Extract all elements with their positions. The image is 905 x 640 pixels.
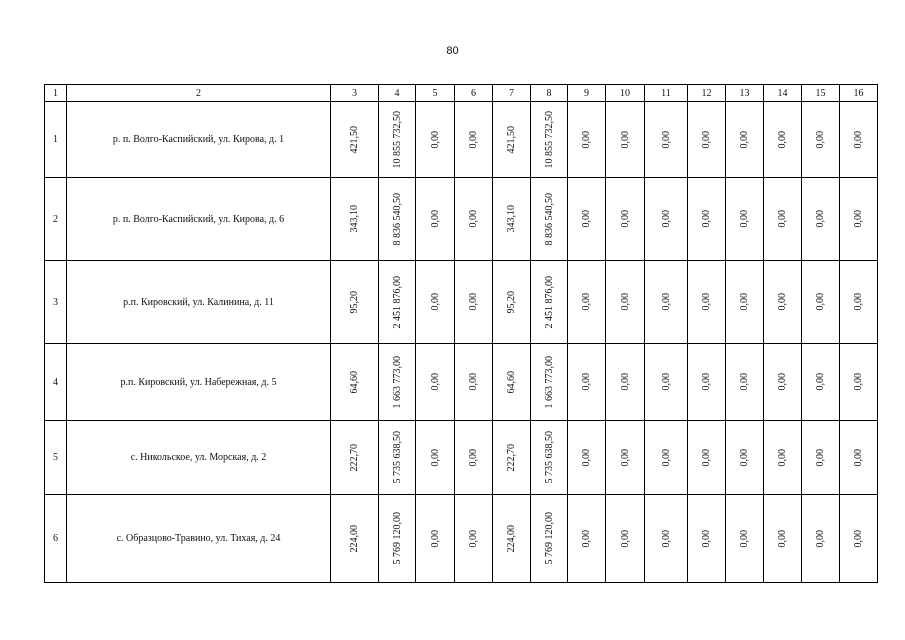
value-text: 0,00 [815, 293, 826, 311]
value-text: 0,00 [853, 448, 864, 467]
value-cell [531, 261, 568, 344]
value-text: 2 451 876,00 [391, 275, 403, 329]
value-text: 8 836 540,50 [543, 192, 555, 246]
value-cell [568, 102, 606, 178]
value-cell [493, 102, 531, 178]
value-text: 0,00 [468, 210, 479, 228]
value-cell [726, 344, 764, 421]
column-header: 12 [688, 85, 726, 102]
value-text: 0,00 [619, 293, 631, 311]
value-text: 0,00 [581, 373, 592, 391]
value-text: 0,00 [815, 130, 826, 149]
value-cell [726, 102, 764, 178]
value-cell [764, 261, 802, 344]
row-number: 3 [45, 261, 67, 344]
row-number: 2 [45, 178, 67, 261]
value-cell [645, 102, 688, 178]
value-text: 2 451 876,00 [543, 275, 555, 329]
value-cell [726, 421, 764, 495]
value-cell [493, 421, 531, 495]
column-header: 5 [416, 85, 455, 102]
value-cell [416, 178, 455, 261]
value-text: 0,00 [619, 373, 631, 391]
address-cell: с. Никольское, ул. Морская, д. 2 [67, 421, 331, 495]
value-cell [645, 178, 688, 261]
value-cell [416, 421, 455, 495]
value-text: 0,00 [468, 373, 479, 391]
value-text: 421,50 [349, 125, 360, 154]
value-cell [802, 421, 840, 495]
value-cell [606, 102, 645, 178]
value-text: 64,60 [349, 370, 360, 394]
column-header: 1 [45, 85, 67, 102]
value-text: 343,10 [349, 205, 360, 233]
value-cell [726, 178, 764, 261]
value-text: 0,00 [739, 373, 750, 391]
value-cell [331, 421, 379, 495]
value-text: 0,00 [739, 210, 750, 228]
value-text: 0,00 [468, 448, 479, 467]
value-text: 0,00 [777, 210, 788, 228]
value-cell [688, 495, 726, 583]
value-text: 0,00 [701, 293, 712, 311]
column-header: 11 [645, 85, 688, 102]
value-text: 224,00 [506, 524, 517, 553]
table-row [45, 495, 878, 583]
column-header: 3 [331, 85, 379, 102]
value-text: 95,20 [506, 290, 517, 314]
value-cell [688, 102, 726, 178]
row-number: 1 [45, 102, 67, 178]
value-text: 0,00 [853, 529, 864, 548]
value-cell [416, 261, 455, 344]
column-header: 10 [606, 85, 645, 102]
column-header: 6 [455, 85, 493, 102]
row-number: 5 [45, 421, 67, 495]
value-cell [802, 344, 840, 421]
row-number: 6 [45, 495, 67, 583]
value-cell [568, 421, 606, 495]
value-cell [802, 102, 840, 178]
address-cell: с. Образцово-Травино, ул. Тихая, д. 24 [67, 495, 331, 583]
value-text: 0,00 [619, 448, 631, 467]
value-cell [379, 178, 416, 261]
value-cell [531, 344, 568, 421]
value-cell [606, 178, 645, 261]
value-cell [568, 495, 606, 583]
value-cell [840, 495, 878, 583]
value-cell [379, 261, 416, 344]
value-cell [802, 261, 840, 344]
data-table [44, 84, 878, 583]
value-text: 0,00 [468, 293, 479, 311]
value-cell [606, 261, 645, 344]
value-cell [493, 495, 531, 583]
value-text: 0,00 [581, 529, 592, 548]
value-cell [331, 495, 379, 583]
value-cell [416, 495, 455, 583]
value-cell [840, 261, 878, 344]
value-cell [531, 102, 568, 178]
value-text: 95,20 [349, 290, 360, 314]
value-cell [606, 344, 645, 421]
value-cell [802, 178, 840, 261]
value-text: 0,00 [429, 529, 441, 548]
value-text: 0,00 [660, 448, 672, 467]
value-cell [493, 178, 531, 261]
value-text: 0,00 [429, 210, 441, 228]
value-text: 0,00 [815, 529, 826, 548]
value-cell [493, 261, 531, 344]
value-cell [493, 344, 531, 421]
value-text: 0,00 [777, 293, 788, 311]
value-cell [764, 495, 802, 583]
value-text: 0,00 [739, 529, 750, 548]
value-cell [331, 102, 379, 178]
value-text: 5 735 638,50 [543, 431, 555, 484]
value-text: 0,00 [701, 210, 712, 228]
column-header: 9 [568, 85, 606, 102]
page-number: 80 [446, 45, 459, 57]
value-cell [455, 178, 493, 261]
table-row [45, 261, 878, 344]
header-row [45, 85, 878, 102]
value-text: 0,00 [777, 529, 788, 548]
value-text: 0,00 [777, 373, 788, 391]
value-text: 0,00 [777, 448, 788, 467]
value-cell [726, 495, 764, 583]
value-cell [331, 261, 379, 344]
column-header: 4 [379, 85, 416, 102]
column-header: 7 [493, 85, 531, 102]
value-cell [531, 495, 568, 583]
value-cell [455, 261, 493, 344]
value-cell [568, 261, 606, 344]
value-text: 8 836 540,50 [391, 192, 403, 246]
value-cell [764, 178, 802, 261]
value-cell [379, 102, 416, 178]
value-text: 222,70 [349, 443, 360, 472]
value-cell [645, 261, 688, 344]
value-cell [840, 178, 878, 261]
value-cell [688, 178, 726, 261]
value-cell [764, 344, 802, 421]
address-cell: р.п. Кировский, ул. Набережная, д. 5 [67, 344, 331, 421]
value-text: 5 735 638,50 [391, 431, 403, 484]
value-text: 0,00 [429, 130, 441, 149]
value-cell [416, 344, 455, 421]
value-text: 0,00 [701, 448, 712, 467]
value-text: 0,00 [777, 130, 788, 149]
value-cell [331, 178, 379, 261]
value-cell [531, 178, 568, 261]
value-text: 10 855 732,50 [543, 110, 555, 169]
value-cell [416, 102, 455, 178]
value-cell [531, 421, 568, 495]
value-cell [455, 344, 493, 421]
value-cell [606, 495, 645, 583]
row-number: 4 [45, 344, 67, 421]
value-text: 0,00 [429, 293, 441, 311]
column-header: 2 [67, 85, 331, 102]
value-cell [379, 344, 416, 421]
column-header: 16 [840, 85, 878, 102]
value-cell [606, 421, 645, 495]
value-cell [840, 102, 878, 178]
value-text: 0,00 [468, 130, 479, 149]
address-cell: р.п. Кировский, ул. Калинина, д. 11 [67, 261, 331, 344]
value-text: 0,00 [581, 130, 592, 149]
value-text: 0,00 [853, 373, 864, 391]
value-text: 0,00 [815, 210, 826, 228]
value-cell [688, 421, 726, 495]
value-text: 0,00 [815, 448, 826, 467]
value-text: 0,00 [853, 210, 864, 228]
value-text: 0,00 [701, 373, 712, 391]
table-row [45, 102, 878, 178]
value-cell [840, 344, 878, 421]
value-cell [379, 421, 416, 495]
value-text: 64,60 [506, 370, 517, 394]
value-text: 0,00 [701, 529, 712, 548]
value-text: 0,00 [429, 373, 441, 391]
value-text: 0,00 [619, 210, 631, 228]
value-text: 343,10 [506, 205, 517, 233]
value-text: 0,00 [581, 210, 592, 228]
value-text: 0,00 [853, 293, 864, 311]
value-text: 0,00 [660, 529, 672, 548]
table-body [45, 85, 878, 583]
value-text: 0,00 [581, 448, 592, 467]
value-text: 0,00 [815, 373, 826, 391]
value-cell [379, 495, 416, 583]
value-text: 0,00 [619, 130, 631, 149]
value-cell [688, 261, 726, 344]
value-cell [764, 102, 802, 178]
column-header: 8 [531, 85, 568, 102]
value-text: 0,00 [660, 210, 672, 228]
column-header: 15 [802, 85, 840, 102]
value-text: 421,50 [506, 125, 517, 154]
value-cell [455, 495, 493, 583]
value-text: 0,00 [429, 448, 441, 467]
value-text: 0,00 [660, 130, 672, 149]
value-text: 222,70 [506, 443, 517, 472]
value-cell [568, 178, 606, 261]
value-text: 0,00 [739, 448, 750, 467]
table-row [45, 178, 878, 261]
column-header: 13 [726, 85, 764, 102]
table-row [45, 344, 878, 421]
value-cell [802, 495, 840, 583]
value-text: 0,00 [739, 293, 750, 311]
value-text: 0,00 [468, 529, 479, 548]
address-cell: р. п. Волго-Каспийский, ул. Кирова, д. 6 [67, 178, 331, 261]
value-text: 224,00 [349, 524, 360, 553]
value-cell [726, 261, 764, 344]
value-text: 0,00 [660, 373, 672, 391]
value-cell [568, 344, 606, 421]
value-cell [840, 421, 878, 495]
value-text: 0,00 [581, 293, 592, 311]
value-cell [455, 421, 493, 495]
value-text: 5 769 120,00 [543, 512, 555, 565]
value-cell [764, 421, 802, 495]
value-text: 5 769 120,00 [391, 512, 403, 565]
value-text: 1 663 773,00 [543, 355, 555, 409]
value-cell [645, 344, 688, 421]
value-text: 0,00 [619, 529, 631, 548]
value-text: 0,00 [701, 130, 712, 149]
value-text: 10 855 732,50 [391, 110, 403, 169]
value-cell [645, 421, 688, 495]
column-header: 14 [764, 85, 802, 102]
value-cell [331, 344, 379, 421]
address-cell: р. п. Волго-Каспийский, ул. Кирова, д. 1 [67, 102, 331, 178]
value-text: 0,00 [739, 130, 750, 149]
value-text: 0,00 [853, 130, 864, 149]
table-row [45, 421, 878, 495]
value-cell [645, 495, 688, 583]
value-cell [455, 102, 493, 178]
value-text: 0,00 [660, 293, 672, 311]
value-cell [688, 344, 726, 421]
value-text: 1 663 773,00 [391, 355, 403, 409]
